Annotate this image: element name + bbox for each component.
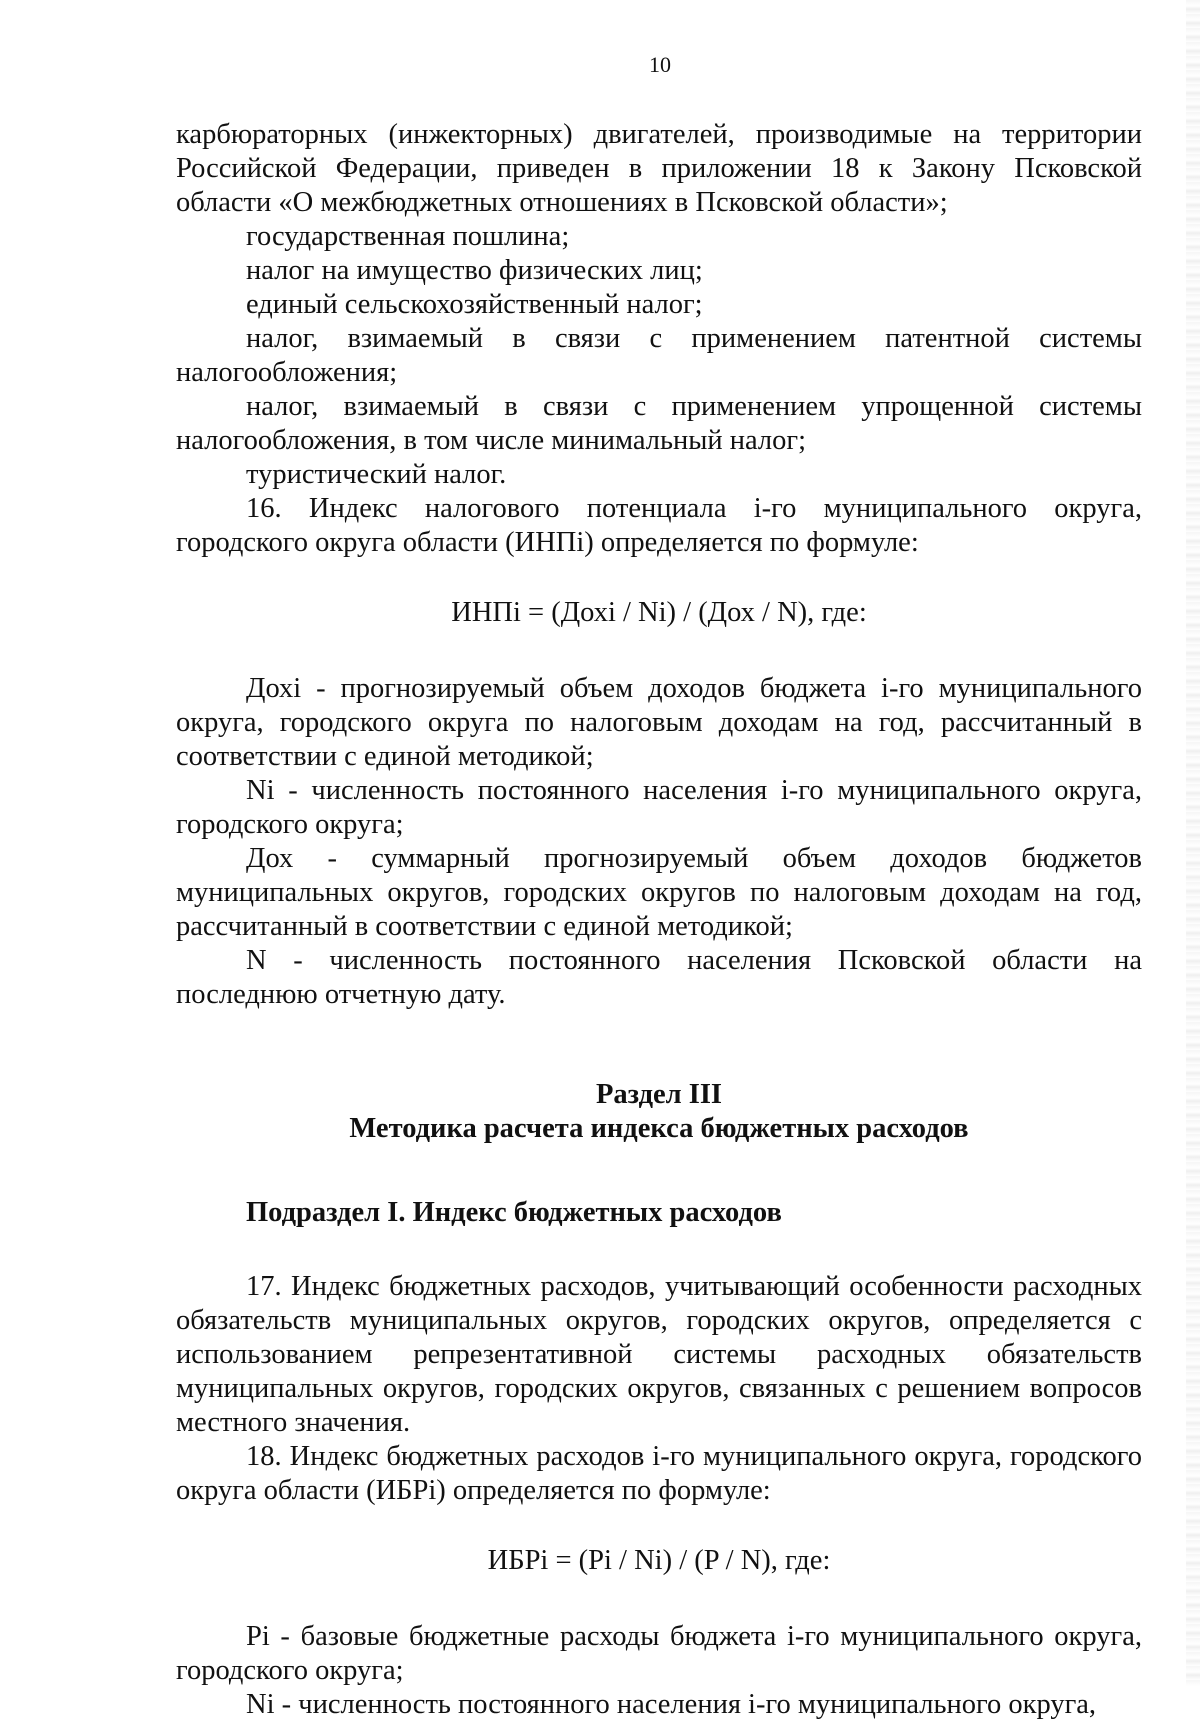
section-title: Раздел III bbox=[595, 1079, 723, 1110]
definition-item: Pi - базовые бюджетные расходы бюджета i-го муниципального округа, городского округа; bbox=[176, 1621, 1142, 1686]
definition-item: N - численность постоянного населения Псковской области на последнюю отчетную дату. bbox=[176, 945, 1142, 1010]
list-item: государственная пошлина; bbox=[246, 221, 570, 252]
scan-edge-artifact bbox=[1186, 0, 1200, 1686]
definition-item: Ni - численность постоянного населения i-го муниципального округа, bbox=[246, 1689, 1097, 1720]
list-item: налог, взимаемый в связи с применением упрощенной системы налогообложения, в том числе минимальный налог; bbox=[176, 391, 1142, 456]
paragraph-18: 18. Индекс бюджетных расходов i-го муниципального округа, городского округа области (ИБРi) определяется по формуле: bbox=[176, 1441, 1142, 1506]
section-subtitle: Методика расчета индекса бюджетных расходов bbox=[349, 1113, 969, 1144]
list-item: туристический налог. bbox=[246, 459, 507, 490]
spacer bbox=[176, 1012, 1142, 1078]
subsection-title: Подраздел I. Индекс бюджетных расходов bbox=[246, 1197, 782, 1228]
definition-item: Дох - суммарный прогнозируемый объем доходов бюджетов муниципальных округов, городских округов по налоговым доходам на год, рассчитанный в соответствии с единой методикой; bbox=[176, 843, 1142, 942]
definition-item: Ni - численность постоянного населения i-го муниципального округа, городского округа; bbox=[176, 775, 1142, 840]
paragraph-17: 17. Индекс бюджетных расходов, учитывающий особенности расходных обязательств муниципальных округов, городских округов, определяется с использованием репрезентативной системы расходных обязательств муниципальных округов, городских округов, связанных с решением вопросов местного значения. bbox=[176, 1271, 1142, 1438]
list-item: налог на имущество физических лиц; bbox=[246, 255, 703, 286]
list-item: налог, взимаемый в связи с применением патентной системы налогообложения; bbox=[176, 323, 1142, 388]
list-item: единый сельскохозяйственный налог; bbox=[246, 289, 703, 320]
paragraph-intro: карбюраторных (инжекторных) двигателей, производимые на территории Российской Федерации, приведен в приложении 18 к Закону Псковской области «О межбюджетных отношениях в Псковской области»; bbox=[176, 119, 1142, 218]
document-body bbox=[176, 118, 1142, 1722]
paragraph-16: 16. Индекс налогового потенциала i-го муниципального округа, городского округа области (ИНПi) определяется по формуле: bbox=[176, 493, 1142, 558]
formula-inp: ИНПi = (Дохi / Ni) / (Дох / N), где: bbox=[451, 597, 867, 628]
definition-item: Дохi - прогнозируемый объем доходов бюджета i-го муниципального округа, городского округа по налоговым доходам на год, рассчитанный в соответствии с единой методикой; bbox=[176, 673, 1142, 772]
page-number: 10 bbox=[649, 52, 671, 77]
formula-ibr: ИБРi = (Pi / Ni) / (P / N), где: bbox=[487, 1545, 831, 1576]
